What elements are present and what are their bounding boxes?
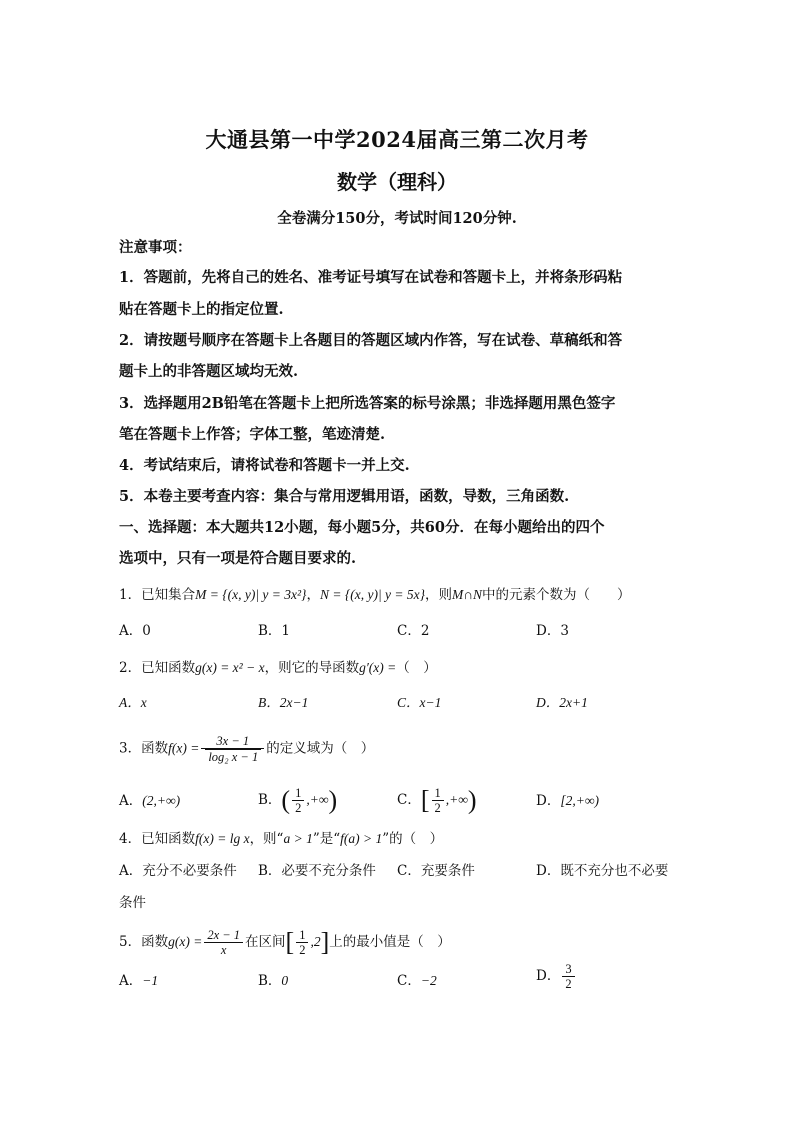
subject-title: 数学（理科）	[337, 170, 457, 194]
q4-condition-2: f(a) > 1	[340, 831, 383, 846]
notice-line: 4．考试结束后，请将试卷和答题卡一并上交.	[119, 457, 410, 474]
q5-option-d-denominator: 2	[565, 977, 572, 991]
q5-interval-numerator: 1	[296, 928, 308, 943]
q5-option-a-value: −1	[142, 973, 159, 988]
q3-numerator: 3x − 1	[201, 734, 264, 749]
q2-option-c[interactable]: C．x−1	[397, 695, 442, 710]
notice-line: 1．答题前，先将自己的姓名、准考证号填写在试卷和答题卡上，并将条形码粘	[119, 269, 623, 286]
q3-option-d[interactable]	[536, 790, 599, 812]
q5-option-b[interactable]	[258, 970, 288, 992]
q4-middle-2: ”是“	[312, 831, 341, 847]
q1-suffix: 中的元素个数为（ ）	[482, 587, 631, 603]
q3-lhs: f(x) =	[168, 740, 200, 756]
q5-option-a-label: A．	[119, 973, 143, 989]
q5-option-d[interactable]	[536, 962, 577, 991]
q2-option-b[interactable]: B．2x−1	[258, 695, 309, 710]
q5-suffix: 上的最小值是（ ）	[329, 934, 451, 950]
q3-option-b-label: B．	[258, 792, 282, 808]
q2-suffix: （ ）	[396, 660, 437, 676]
exam-info: 全卷满分150分，考试时间120分钟.	[277, 210, 517, 227]
q3-option-c[interactable]: C．[ $\frac{1}{2}$ ,+∞)	[397, 785, 477, 815]
notice-line: 贴在答题卡上的指定位置.	[119, 301, 284, 318]
q3-denominator: log₂ x − 1	[205, 749, 261, 764]
notice-line: 2．请按题号顺序在答题卡上各题目的答题区域内作答，写在试卷、草稿纸和答	[119, 332, 623, 349]
notice-line: 3．选择题用2B铅笔在答题卡上把所选答案的标号涂黑；非选择题用黑色签字	[119, 395, 616, 412]
q3-prefix: 3．函数	[119, 740, 169, 757]
q2-function: g(x) = x² − x	[195, 660, 265, 675]
q4-option-a[interactable]: A．充分不必要条件	[119, 863, 237, 879]
q5-option-c[interactable]	[397, 970, 437, 992]
q5-lhs: g(x) =	[168, 934, 203, 949]
q5-option-a[interactable]	[119, 970, 158, 992]
q1-separator: ，	[306, 587, 320, 603]
q1-expression: M∩N	[452, 587, 483, 602]
q4-function: f(x) = lg x	[195, 831, 250, 846]
section-heading-line2: 选项中，只有一项是符合题目要求的.	[119, 550, 357, 567]
q4-prefix: 4．已知函数	[119, 831, 196, 847]
q3-option-b-numerator: 1	[292, 786, 304, 801]
question-3	[119, 734, 374, 764]
q5-option-d-numerator: 3	[562, 962, 574, 977]
q5-interval-denominator: 2	[299, 943, 306, 957]
q5-option-b-value: 0	[281, 973, 289, 988]
q4-option-d[interactable]: D．既不充分也不必要	[536, 863, 669, 879]
q1-option-d[interactable]: D．3	[536, 623, 569, 639]
q1-set-n: N = {(x, y)| y = 5x}	[319, 587, 426, 602]
q5-interval-tail: ,2	[310, 934, 321, 949]
q1-option-a[interactable]: A．0	[119, 623, 151, 639]
q2-option-a[interactable]: A．x	[119, 695, 147, 710]
q5-middle: 在区间	[245, 934, 286, 950]
q3-option-b[interactable]: B．( $\frac{1}{2}$ ,+∞)	[258, 785, 338, 815]
q3-fraction	[201, 734, 264, 764]
q3-option-a[interactable]	[119, 790, 180, 812]
q3-option-b-denominator: 2	[295, 801, 302, 815]
q3-option-c-tail: ,+∞	[445, 792, 468, 807]
q4-option-b[interactable]: B．必要不充分条件	[258, 863, 376, 879]
q1-middle: ，则	[425, 587, 453, 603]
notice-line: 笔在答题卡上作答；字体工整，笔迹清楚.	[119, 426, 386, 443]
q3-option-d-label: D．	[536, 793, 561, 809]
q4-option-c[interactable]: C．充要条件	[397, 863, 475, 879]
q3-option-c-label: C．	[397, 792, 421, 808]
q1-set-m: M = {(x, y)| y = 3x²}	[195, 587, 307, 602]
exam-title: 大通县第一中学2024届高三第二次月考	[205, 127, 589, 152]
q1-option-c[interactable]: C．2	[397, 623, 430, 639]
q5-numerator: 2x − 1	[204, 928, 243, 943]
notice-line: 题卡上的非答题区域均无效.	[119, 363, 299, 380]
question-5: 5．函数g(x) = $\frac{2x - 1}{x}$ 在区间[ $\frac{1}{2}$ ,2]上的最小值是（ ）	[119, 927, 451, 957]
question-4	[119, 828, 443, 850]
q3-suffix: 的定义域为（ ）	[266, 740, 375, 757]
q2-prefix: 2．已知函数	[119, 660, 196, 676]
section-heading-line1: 一、选择题：本大题共12小题，每小题5分，共60分．在每小题给出的四个	[119, 519, 605, 536]
q3-option-d-value: [2,+∞)	[560, 793, 599, 808]
notice-line: 5．本卷主要考查内容：集合与常用逻辑用语，函数，导数，三角函数.	[119, 488, 570, 505]
q1-option-b[interactable]: B．1	[258, 623, 291, 639]
question-1	[119, 584, 631, 606]
q5-option-b-label: B．	[258, 973, 282, 989]
q2-middle: ，则它的导函数	[264, 660, 360, 676]
q4-condition-1: a > 1	[283, 831, 313, 846]
q2-derivative: g′(x) =	[359, 660, 397, 675]
q3-option-b-tail: ,+∞	[306, 792, 329, 807]
q3-option-a-value: (2,+∞)	[142, 793, 181, 808]
q4-suffix: ”的（ ）	[382, 831, 444, 847]
q3-option-c-numerator: 1	[432, 786, 444, 801]
q3-option-a-label: A．	[119, 793, 143, 809]
q5-option-c-value: −2	[420, 973, 437, 988]
q2-option-d[interactable]: D．2x+1	[536, 695, 588, 710]
q4-middle-1: ，则“	[249, 831, 284, 847]
q5-option-d-label: D．	[536, 968, 561, 984]
q3-option-c-denominator: 2	[434, 801, 441, 815]
q1-prefix: 1．已知集合	[119, 587, 196, 603]
q5-option-c-label: C．	[397, 973, 421, 989]
q5-prefix: 5．函数	[119, 934, 169, 950]
question-2	[119, 657, 437, 679]
q5-fraction	[204, 928, 243, 957]
q4-option-d-wrap: 条件	[119, 895, 146, 911]
notice-heading: 注意事项：	[119, 239, 192, 256]
q5-denominator: x	[220, 943, 227, 957]
